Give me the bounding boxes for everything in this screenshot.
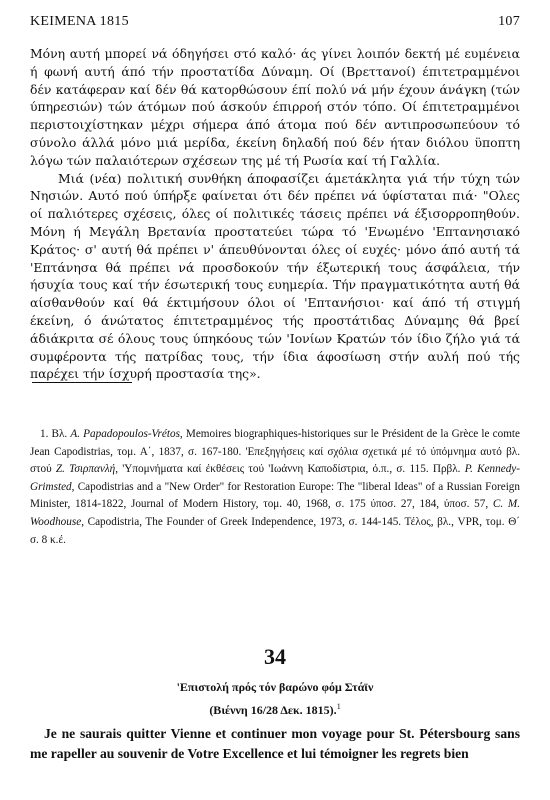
paragraph-1: Μόνη αυτή μπορεί νά όδηγήσει στό καλό· άς γίνει λοιπόν δεκτή μέ ευμένεια ή φωνή αυτή άπό τήν προστατίδα Δύναμη. Οί (Βρεττανοί) έπιτετραμμένοι δέν κατάφεραν καί δέν θά κατορθώσουν έπί πολύ νά μήν έχουν άνάγκη (τών ύπηρεσιών) τών άτόμων πού άσκούν έπιρροή στόν τόπο. Οί έπιτετραμμένοι περιστοιχίστηκαν μέχρι σήμερα άπό άτομα πού δέν αντιπροσωπεύουν τό σύνολο άλλά μόνο μιά μερίδα, έκείνη δηλαδή πού δέν ήταν διόλου ϋποπτη λόγω τών παλαιότερων σχέσεων της μέ τή Ρωσία καί τή Γαλλία. — [30, 46, 520, 168]
footnote-author-1: A. Papadopoulos-Vrétos — [70, 428, 180, 440]
footnote-divider — [32, 382, 132, 383]
document-title: 'Επιστολή πρός τόν βαρώνο φόμ Στάϊν — [176, 680, 374, 694]
footnote-prefix: 1. Βλ. — [40, 428, 71, 440]
footnote-text-1: , Memoires biographiques-historiques sur le Président de la Grèce le comte Jean Capodistrias, τομ. Α΄, 1837, σ. 167-180. 'Επεξηγήσεις καί σχόλια σχετικά μέ τό ύπόμνημα αυτό βλ. στού — [30, 428, 520, 476]
footnote-author-3: P. Kennedy-Grimsted — [30, 463, 520, 493]
page-number: 107 — [498, 14, 520, 29]
document-heading — [60, 678, 490, 720]
letter-opening: Je ne saurais quitter Vienne et continuer mon voyage pour St. Pétersbourg sans me rapeller au souvenir de Votre Excellence et lui témoigner les regrets bien — [30, 726, 520, 761]
footnote-text-2: , 'Υπομνήματα καί έκθέσεις τού 'Ιωάννη Καποδίστρια, ό.π., σ. 115. Πρβλ. — [115, 463, 465, 476]
footnote-text-4: , Capodistria, The Founder of Greek Independence, 1973, σ. 144-145. Τέλος, βλ., VPR, τομ. Θ΄ σ. 8 κ.έ. — [30, 515, 520, 546]
running-title: ΚΕΙΜΕΝΑ 1815 — [30, 14, 129, 29]
running-header — [30, 14, 520, 34]
document-number: 34 — [264, 644, 286, 669]
footnote — [30, 426, 520, 549]
footnote-text-3: , Capodistrias and a "New Order" for Restoration Europe: The "liberal Ideas" of a Russian Foreign Minister, 1814-1822, Journal of Modern History, τομ. 40, 1968, σ. 175 ύποσ. 27, 184, ύποσ. 57, — [30, 480, 520, 511]
note-marker: 1 — [336, 702, 341, 711]
footnote-1 — [30, 426, 520, 549]
footnote-author-2: Ζ. Τσιρπανλή — [55, 463, 116, 476]
place-date-text: (Βιέννη 16/28 Δεκ. 1815). — [209, 703, 337, 717]
main-text — [30, 45, 520, 383]
paragraph-2: Μιά (νέα) πολιτική συνθήκη άποφασίζει άμετάκλητα γιά τήν τύχη τών Νησιών. Αυτό πού ύπήρξε φαίνεται ότι δέν πρέπει νά ύφίσταται πιά· "Ολες οί παλιότερες σχέσεις, όλες οί πολιτικές τάσεις πρέπει νά έξισορροπηθούν. Μόνη ή Μεγάλη Βρετανία προστατεύει τώρα τό 'Ενωμένο 'Επτανησιακό Κράτος· σ' αυτή θά πρέπει ν' άπευθύνονται όλες οί ευχές· μόνο άπό αυτή τά 'Επτάνησα θά πρέπει νά προσδοκούν τήν έξωτερική τους άσφάλεια, τήν ήσυχία τους καί τήν έσωτερική τους ευημερία. Τήν πραγματικότητα αυτή θά αίσθανθούν καί θά έκτιμήσουν όλοι οί 'Επτανήσιοι· καί άπό τή στιγμή έκείνη, ό άνώτατος έπιτετραμμένος τής προστάτιδας Δύναμης θά βρεί άδιάκριτα σέ όλους τους ύπηκόους τών 'Ιονίων Κρατών τόν ίδιο ζήλο γιά τά συμφέροντα τής πατρίδας τους, τήν ίδια άφοσίωση στήν αυλή πού τής παρέχει τήν ίσχυρή προστασία της». — [30, 170, 520, 382]
letter-text — [30, 724, 520, 764]
document-place-date — [60, 697, 490, 720]
footnote-author-4: C. M. Woodhouse — [30, 498, 520, 528]
